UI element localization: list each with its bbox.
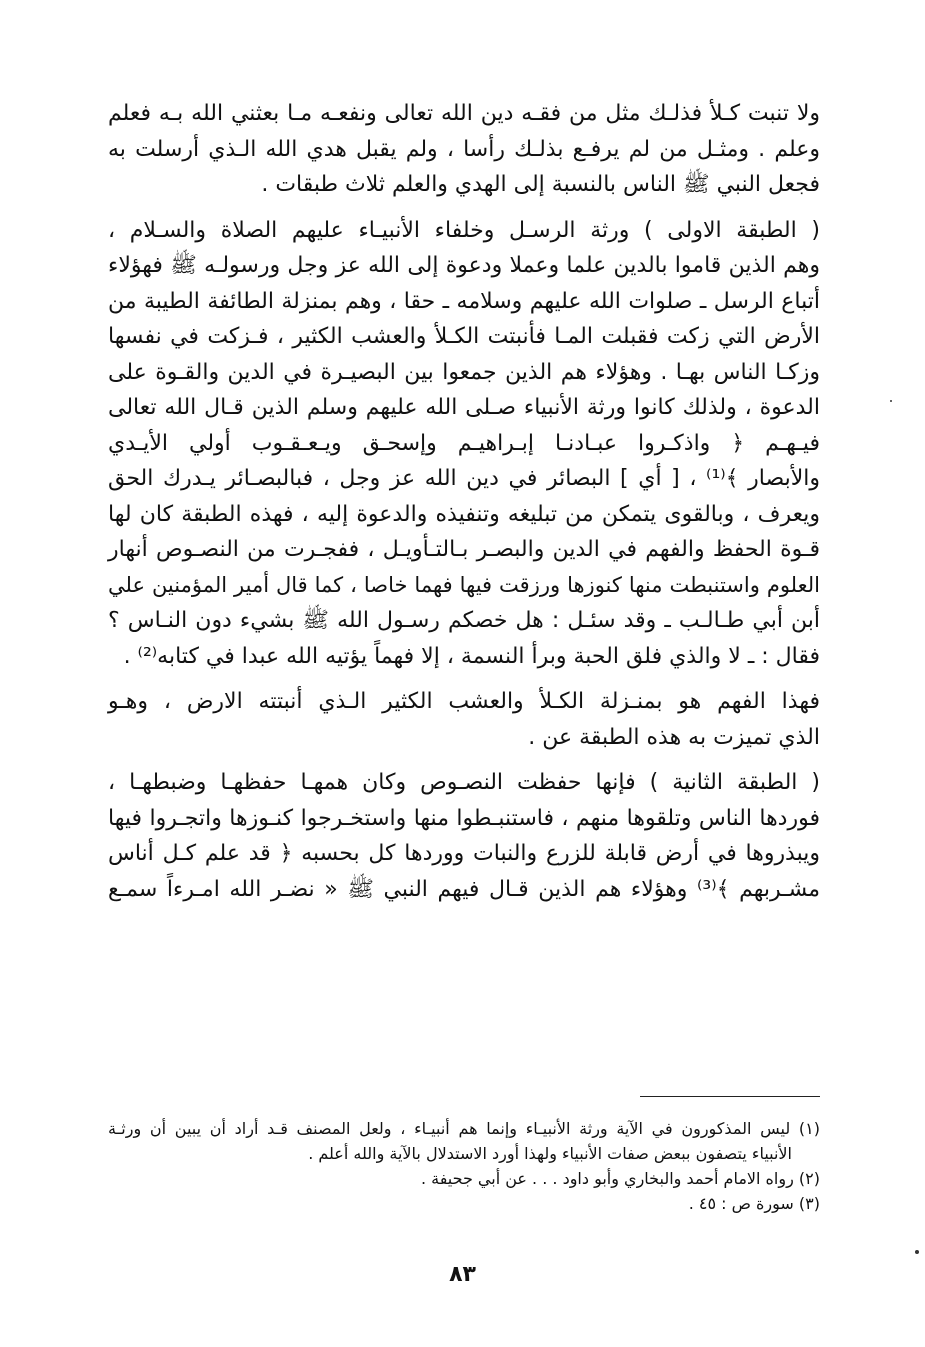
text-line: الأرض التي زكت فقبلت المـا فأنبتت الكـلأ والعشب الكثير ، فـزكت في نفسها bbox=[108, 324, 820, 349]
text-line: فوردها الناس وتلقوها منهم ، فاستنبـطوا منها واستخـرجوا كنـوزها واتجـروا فيها bbox=[108, 805, 820, 831]
scan-speck bbox=[890, 400, 892, 402]
text-line: الدعوة ، ولذلك كانوا ورثة الأنبياء صـلى الله عليهم وسلم الذين قـال الله تعالى bbox=[108, 395, 820, 420]
text-line: ( الطبقة الثانية ) فإنها حفظت النصـوص وكان همهـا حفظهـا وضبطهـا ، bbox=[108, 770, 820, 795]
footnote-3: (٣) سورة ص : ٤٥ . bbox=[688, 1194, 820, 1213]
text-line: وزكـا الناس بهـا . وهؤلاء هم الذين جمعوا بين البصيـرة في الدين والقـوة على bbox=[108, 359, 820, 385]
text-line: ولا تنبت كـلأ فذلـك مثل من فقـه دين الله تعالى ونفعـه مـا بعثني الله بـه فعلم bbox=[108, 101, 820, 126]
footnotes bbox=[108, 1116, 820, 1216]
text-line: العلوم واستنبطت منها كنوزها ورزقت فيها فهما خاصا ، كما قال أمير المؤمنين علي bbox=[108, 572, 820, 597]
footnote-1: (١) ليس المذكورون في الآية ورثة الأنبيـاء وإنما هم أنبيـاء ، ولعل المصنف قـد أراد أن يبين أن ورثـة bbox=[108, 1119, 820, 1138]
text-line: والأبصار ﴾⁽¹⁾ ، [ أي ] البصائر في دين الله عز وجل ، فبالبصـائر يـدرك الحق bbox=[108, 466, 820, 491]
text-line: فيـهـم ﴿ واذكـروا عبـادنـا إبـراهيـم وإسحـق ويـعـقـوب أولي الأيـدي bbox=[108, 430, 820, 456]
text-line: الذي تميزت به هذه الطبقة عن . bbox=[528, 724, 820, 750]
text-line: ( الطبقة الاولى ) ورثة الرسـل وخلفاء الأنبيـاء عليهم الصلاة والسـلام ، bbox=[108, 217, 820, 243]
text-line: مشـربهم ﴾⁽³⁾ وهؤلاء هم الذين قـال فيهم النبي ﷺ « نضـر الله امـرءاً سمـع bbox=[108, 876, 820, 902]
text-line: أتباع الرسل ـ صلوات الله عليهم وسلامه ـ حقا ، وهم بمنزلة الطائفة الطيبة من bbox=[108, 288, 820, 314]
text-line: قـوة الحفظ والفهم في الدين والبصـر بـالتـأويـل ، ففجـرت من النصـوص أنهار bbox=[108, 537, 820, 562]
text-line: فهذا الفهم هو بمنـزلة الكـلأ والعشب الكثير الـذي أنبتته الارض ، وهـو bbox=[108, 689, 820, 714]
text-line: وعلم . ومثـل من لم يرفـع بذلـك رأسا ، ولم يقبل هدي الله الـذي أرسلت به bbox=[108, 136, 820, 162]
text-line: وهم الذين قاموا بالدين علما وعملا ودعوة إلى الله عز وجل ورسولـه ﷺ فهؤلاء bbox=[108, 253, 820, 278]
footnote-1-continued: الأنبياء يتصفون ببعض صفات الأنبياء ولهذا أورد الاستدلال بالآية والله أعلم . bbox=[308, 1144, 792, 1163]
paragraph-1 bbox=[108, 96, 820, 203]
text-line: ويعرف ، وبالقوى يتمكن من تبليغه وتنفيذه والدعوة إليه ، فهذه الطبقة كان لها bbox=[108, 501, 820, 527]
scan-speck bbox=[915, 1250, 919, 1254]
footnote-2: (٢) رواه الامام أحمد والبخاري وأبو داود . . . عن أبي جحيفة . bbox=[420, 1169, 820, 1188]
page-number: ٨٣ bbox=[449, 1262, 476, 1287]
paragraph-3 bbox=[108, 684, 820, 755]
paragraph-2 bbox=[108, 213, 820, 675]
footnote-separator bbox=[640, 1096, 820, 1097]
text-line: أبن أبي طـالـب ـ وقد سئـل : هل خصكم رسـول الله ﷺ بشيء دون النـاس ؟ bbox=[108, 608, 820, 633]
text-line: فجعل النبي ﷺ الناس بالنسبة إلى الهدي والعلم ثلاث طبقات . bbox=[261, 172, 820, 197]
text-line: فقال : ـ لا والذي فلق الحبة وبرأ النسمة ، إلا فهماً يؤتيه الله عبدا في كتابه⁽²⁾ . bbox=[123, 643, 820, 669]
text-line: ويبذروها في أرض قابلة للزرع والنبات ووردها كل بحسبه ﴿ قد علم كـل أناس bbox=[108, 841, 820, 866]
paragraph-4 bbox=[108, 765, 820, 907]
main-text bbox=[108, 96, 820, 917]
